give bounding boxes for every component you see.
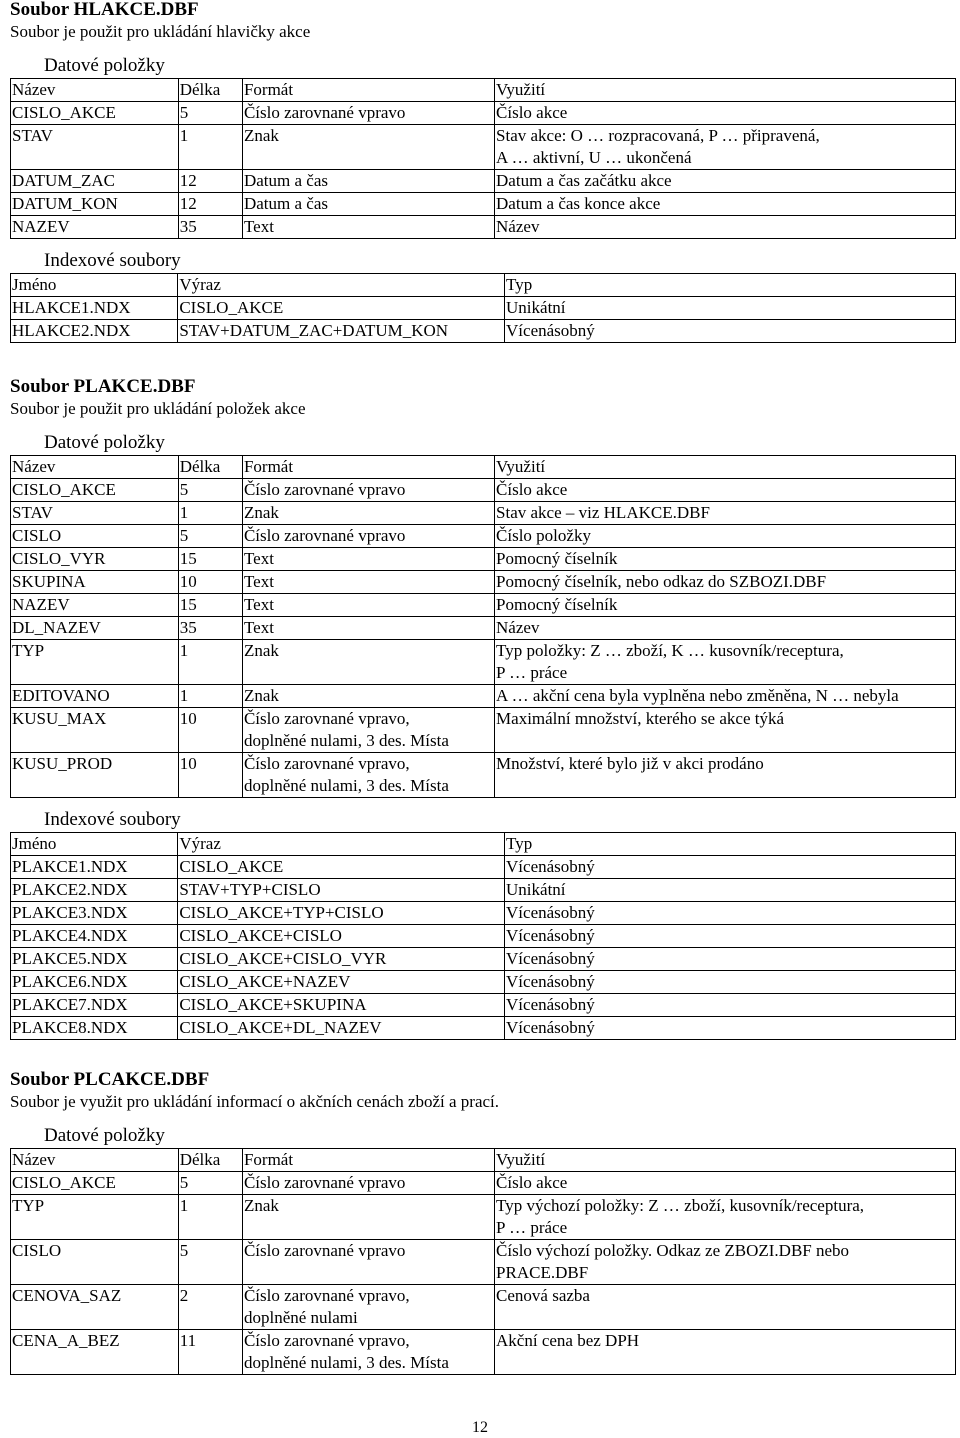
index-type: Unikátní <box>505 879 956 902</box>
column-header: Využití <box>495 456 956 479</box>
format-line: Datum a čas <box>243 194 328 213</box>
index-expression: CISLO_AKCE+TYP+CISLO <box>178 902 505 925</box>
field-name: EDITOVANO <box>11 685 179 708</box>
table-row <box>11 320 956 343</box>
index-expression: CISLO_AKCE <box>178 856 505 879</box>
field-usage <box>495 617 956 640</box>
column-header: Využití <box>495 1149 956 1172</box>
field-name: TYP <box>11 1195 179 1240</box>
field-name: CISLO_VYR <box>11 548 179 571</box>
usage-line: Číslo položky <box>496 526 591 545</box>
table-row <box>11 948 956 971</box>
field-name: STAV <box>11 502 179 525</box>
field-format <box>242 1285 494 1330</box>
field-format <box>242 640 494 685</box>
index-type: Vícenásobný <box>505 994 956 1017</box>
format-line: Znak <box>243 686 279 705</box>
field-format <box>242 102 494 125</box>
document-body <box>10 0 958 1375</box>
field-usage <box>495 1195 956 1240</box>
table-row <box>11 879 956 902</box>
index-expression: STAV+TYP+CISLO <box>178 879 505 902</box>
field-length: 35 <box>178 216 242 239</box>
field-length: 10 <box>178 708 242 753</box>
usage-line: P … práce <box>496 1218 568 1237</box>
field-length: 12 <box>178 170 242 193</box>
table-row <box>11 548 956 571</box>
index-expression: CISLO_AKCE+CISLO_VYR <box>178 948 505 971</box>
field-usage <box>495 685 956 708</box>
index-name: PLAKCE7.NDX <box>11 994 178 1017</box>
table-row <box>11 479 956 502</box>
table-row <box>11 925 956 948</box>
field-usage <box>495 1172 956 1195</box>
field-length: 1 <box>178 1195 242 1240</box>
column-header: Jméno <box>11 274 178 297</box>
column-header: Délka <box>178 1149 242 1172</box>
usage-line: Cenová sazba <box>496 1286 590 1305</box>
field-format <box>242 548 494 571</box>
usage-line: A … akční cena byla vyplněna nebo změněna, N … nebyla <box>496 686 899 705</box>
usage-line: Název <box>496 217 540 236</box>
field-name: DATUM_KON <box>11 193 179 216</box>
field-name: TYP <box>11 640 179 685</box>
index-expression: CISLO_AKCE <box>178 297 505 320</box>
field-format <box>242 685 494 708</box>
field-usage <box>495 102 956 125</box>
field-usage <box>495 1285 956 1330</box>
table-row <box>11 1172 956 1195</box>
index-expression: STAV+DATUM_ZAC+DATUM_KON <box>178 320 505 343</box>
format-line: Text <box>243 217 274 236</box>
field-usage <box>495 640 956 685</box>
field-usage <box>495 594 956 617</box>
usage-line: Maximální množství, kterého se akce týká <box>496 709 785 728</box>
format-line: Číslo zarovnané vpravo <box>243 1173 406 1192</box>
table-header-row <box>11 456 956 479</box>
field-format <box>242 571 494 594</box>
field-length: 2 <box>178 1285 242 1330</box>
index-expression: CISLO_AKCE+NAZEV <box>178 971 505 994</box>
table-row <box>11 617 956 640</box>
field-usage <box>495 571 956 594</box>
usage-line: Pomocný číselník <box>496 549 618 568</box>
table-row <box>11 594 956 617</box>
column-header: Název <box>11 1149 179 1172</box>
field-length: 15 <box>178 594 242 617</box>
field-usage <box>495 479 956 502</box>
field-name: CISLO_AKCE <box>11 102 179 125</box>
index-type: Vícenásobný <box>505 948 956 971</box>
format-line: Číslo zarovnané vpravo <box>243 1241 406 1260</box>
table-row <box>11 753 956 798</box>
usage-line: PRACE.DBF <box>496 1263 589 1282</box>
format-line: Číslo zarovnané vpravo, <box>243 1286 410 1305</box>
format-line: Číslo zarovnané vpravo, <box>243 754 410 773</box>
index-files-table <box>10 832 956 1040</box>
field-length: 11 <box>178 1330 242 1375</box>
field-length: 1 <box>178 502 242 525</box>
index-name: PLAKCE5.NDX <box>11 948 178 971</box>
data-items-heading: Datové položky <box>44 1125 165 1146</box>
table-row <box>11 170 956 193</box>
table-row <box>11 502 956 525</box>
table-row <box>11 1285 956 1330</box>
table-row <box>11 1195 956 1240</box>
field-name: KUSU_MAX <box>11 708 179 753</box>
field-length: 5 <box>178 1172 242 1195</box>
field-usage <box>495 170 956 193</box>
field-format <box>242 216 494 239</box>
column-header: Délka <box>178 456 242 479</box>
table-row <box>11 216 956 239</box>
format-line: doplněné nulami, 3 des. Místa <box>243 731 449 750</box>
field-length: 10 <box>178 571 242 594</box>
field-length: 35 <box>178 617 242 640</box>
usage-line: Číslo akce <box>496 480 568 499</box>
data-items-table <box>10 1148 956 1375</box>
field-format <box>242 502 494 525</box>
file-title: Soubor HLAKCE.DBF <box>10 0 199 20</box>
field-format <box>242 479 494 502</box>
field-format <box>242 1172 494 1195</box>
field-usage <box>495 708 956 753</box>
usage-line: Pomocný číselník <box>496 595 618 614</box>
table-row <box>11 708 956 753</box>
column-header: Typ <box>505 274 956 297</box>
file-description: Soubor je využit pro ukládání informací o akčních cenách zboží a prací. <box>10 1092 500 1111</box>
index-name: PLAKCE1.NDX <box>11 856 178 879</box>
format-line: doplněné nulami <box>243 1308 358 1327</box>
format-line: Text <box>243 618 274 637</box>
column-header: Formát <box>242 456 494 479</box>
field-length: 5 <box>178 1240 242 1285</box>
column-header: Výraz <box>178 833 505 856</box>
field-name: CISLO_AKCE <box>11 479 179 502</box>
field-length: 5 <box>178 102 242 125</box>
table-row <box>11 1240 956 1285</box>
field-length: 5 <box>178 479 242 502</box>
column-header: Jméno <box>11 833 178 856</box>
field-name: NAZEV <box>11 216 179 239</box>
field-length: 15 <box>178 548 242 571</box>
table-row <box>11 193 956 216</box>
field-format <box>242 193 494 216</box>
index-type: Vícenásobný <box>505 971 956 994</box>
index-name: HLAKCE2.NDX <box>11 320 178 343</box>
field-name: STAV <box>11 125 179 170</box>
index-files-heading: Indexové soubory <box>44 809 181 830</box>
format-line: Číslo zarovnané vpravo, <box>243 1331 410 1350</box>
column-header: Typ <box>505 833 956 856</box>
field-usage <box>495 525 956 548</box>
table-row <box>11 102 956 125</box>
table-row <box>11 902 956 925</box>
usage-line: Stav akce – viz HLAKCE.DBF <box>496 503 710 522</box>
field-format <box>242 1330 494 1375</box>
format-line: doplněné nulami, 3 des. Místa <box>243 1353 449 1372</box>
field-usage <box>495 548 956 571</box>
field-name: CENOVA_SAZ <box>11 1285 179 1330</box>
field-name: NAZEV <box>11 594 179 617</box>
table-row <box>11 297 956 320</box>
column-header: Název <box>11 79 179 102</box>
index-files-table <box>10 273 956 343</box>
field-length: 5 <box>178 525 242 548</box>
field-length: 10 <box>178 753 242 798</box>
format-line: Číslo zarovnané vpravo <box>243 526 406 545</box>
usage-line: Číslo výchozí položky. Odkaz ze ZBOZI.DBF nebo <box>496 1241 850 1260</box>
index-name: PLAKCE3.NDX <box>11 902 178 925</box>
table-row <box>11 640 956 685</box>
data-items-table <box>10 78 956 239</box>
index-expression: CISLO_AKCE+SKUPINA <box>178 994 505 1017</box>
format-line: Znak <box>243 641 279 660</box>
field-format <box>242 594 494 617</box>
field-name: CISLO <box>11 525 179 548</box>
format-line: Text <box>243 572 274 591</box>
data-items-table <box>10 455 956 798</box>
field-name: CENA_A_BEZ <box>11 1330 179 1375</box>
usage-line: Stav akce: O … rozpracovaná, P … připravená, <box>496 126 820 145</box>
table-row <box>11 1330 956 1375</box>
field-usage <box>495 193 956 216</box>
field-name: SKUPINA <box>11 571 179 594</box>
usage-line: Množství, které bylo již v akci prodáno <box>496 754 764 773</box>
field-format <box>242 170 494 193</box>
table-row <box>11 994 956 1017</box>
format-line: Číslo zarovnané vpravo <box>243 103 406 122</box>
column-header: Formát <box>242 1149 494 1172</box>
table-header-row <box>11 79 956 102</box>
table-row <box>11 125 956 170</box>
table-row <box>11 525 956 548</box>
index-name: PLAKCE4.NDX <box>11 925 178 948</box>
field-length: 1 <box>178 125 242 170</box>
index-name: PLAKCE6.NDX <box>11 971 178 994</box>
index-name: HLAKCE1.NDX <box>11 297 178 320</box>
usage-line: Datum a čas začátku akce <box>496 171 672 190</box>
field-name: DATUM_ZAC <box>11 170 179 193</box>
usage-line: Typ výchozí položky: Z … zboží, kusovník/receptura, <box>496 1196 865 1215</box>
file-description: Soubor je použit pro ukládání hlavičky akce <box>10 22 311 41</box>
file-title: Soubor PLAKCE.DBF <box>10 376 196 397</box>
field-length: 1 <box>178 685 242 708</box>
table-header-row <box>11 274 956 297</box>
usage-line: Datum a čas konce akce <box>496 194 661 213</box>
usage-line: Pomocný číselník, nebo odkaz do SZBOZI.DBF <box>496 572 827 591</box>
table-row <box>11 971 956 994</box>
usage-line: A … aktivní, U … ukončená <box>496 148 692 167</box>
format-line: Text <box>243 595 274 614</box>
index-type: Vícenásobný <box>505 1017 956 1040</box>
field-format <box>242 753 494 798</box>
data-items-heading: Datové položky <box>44 432 165 453</box>
format-line: Číslo zarovnané vpravo <box>243 480 406 499</box>
usage-line: Číslo akce <box>496 1173 568 1192</box>
index-type: Vícenásobný <box>505 320 956 343</box>
field-format <box>242 617 494 640</box>
field-format <box>242 125 494 170</box>
format-line: Znak <box>243 503 279 522</box>
table-header-row <box>11 833 956 856</box>
field-usage <box>495 753 956 798</box>
index-name: PLAKCE2.NDX <box>11 879 178 902</box>
index-expression: CISLO_AKCE+CISLO <box>178 925 505 948</box>
field-usage <box>495 1330 956 1375</box>
field-name: CISLO <box>11 1240 179 1285</box>
table-header-row <box>11 1149 956 1172</box>
index-type: Vícenásobný <box>505 925 956 948</box>
column-header: Výraz <box>178 274 505 297</box>
usage-line: Akční cena bez DPH <box>496 1331 640 1350</box>
index-name: PLAKCE8.NDX <box>11 1017 178 1040</box>
field-format <box>242 708 494 753</box>
index-type: Unikátní <box>505 297 956 320</box>
field-format <box>242 1195 494 1240</box>
field-name: CISLO_AKCE <box>11 1172 179 1195</box>
page-number: 12 <box>472 1419 488 1436</box>
format-line: Znak <box>243 126 279 145</box>
field-format <box>242 525 494 548</box>
index-expression: CISLO_AKCE+DL_NAZEV <box>178 1017 505 1040</box>
index-type: Vícenásobný <box>505 902 956 925</box>
index-type: Vícenásobný <box>505 856 956 879</box>
column-header: Formát <box>242 79 494 102</box>
index-files-heading: Indexové soubory <box>44 250 181 271</box>
format-line: Znak <box>243 1196 279 1215</box>
column-header: Využití <box>495 79 956 102</box>
table-row <box>11 685 956 708</box>
table-row <box>11 1017 956 1040</box>
data-items-heading: Datové položky <box>44 55 165 76</box>
file-title: Soubor PLCAKCE.DBF <box>10 1069 210 1090</box>
table-row <box>11 571 956 594</box>
format-line: Text <box>243 549 274 568</box>
field-name: KUSU_PROD <box>11 753 179 798</box>
field-length: 1 <box>178 640 242 685</box>
table-row <box>11 856 956 879</box>
column-header: Název <box>11 456 179 479</box>
field-length: 12 <box>178 193 242 216</box>
field-usage <box>495 216 956 239</box>
field-usage <box>495 1240 956 1285</box>
field-name: DL_NAZEV <box>11 617 179 640</box>
format-line: Číslo zarovnané vpravo, <box>243 709 410 728</box>
column-header: Délka <box>178 79 242 102</box>
format-line: Datum a čas <box>243 171 328 190</box>
field-usage <box>495 125 956 170</box>
usage-line: P … práce <box>496 663 568 682</box>
format-line: doplněné nulami, 3 des. Místa <box>243 776 449 795</box>
field-usage <box>495 502 956 525</box>
file-description: Soubor je použit pro ukládání položek akce <box>10 399 306 418</box>
field-format <box>242 1240 494 1285</box>
usage-line: Typ položky: Z … zboží, K … kusovník/receptura, <box>496 641 844 660</box>
usage-line: Název <box>496 618 540 637</box>
usage-line: Číslo akce <box>496 103 568 122</box>
